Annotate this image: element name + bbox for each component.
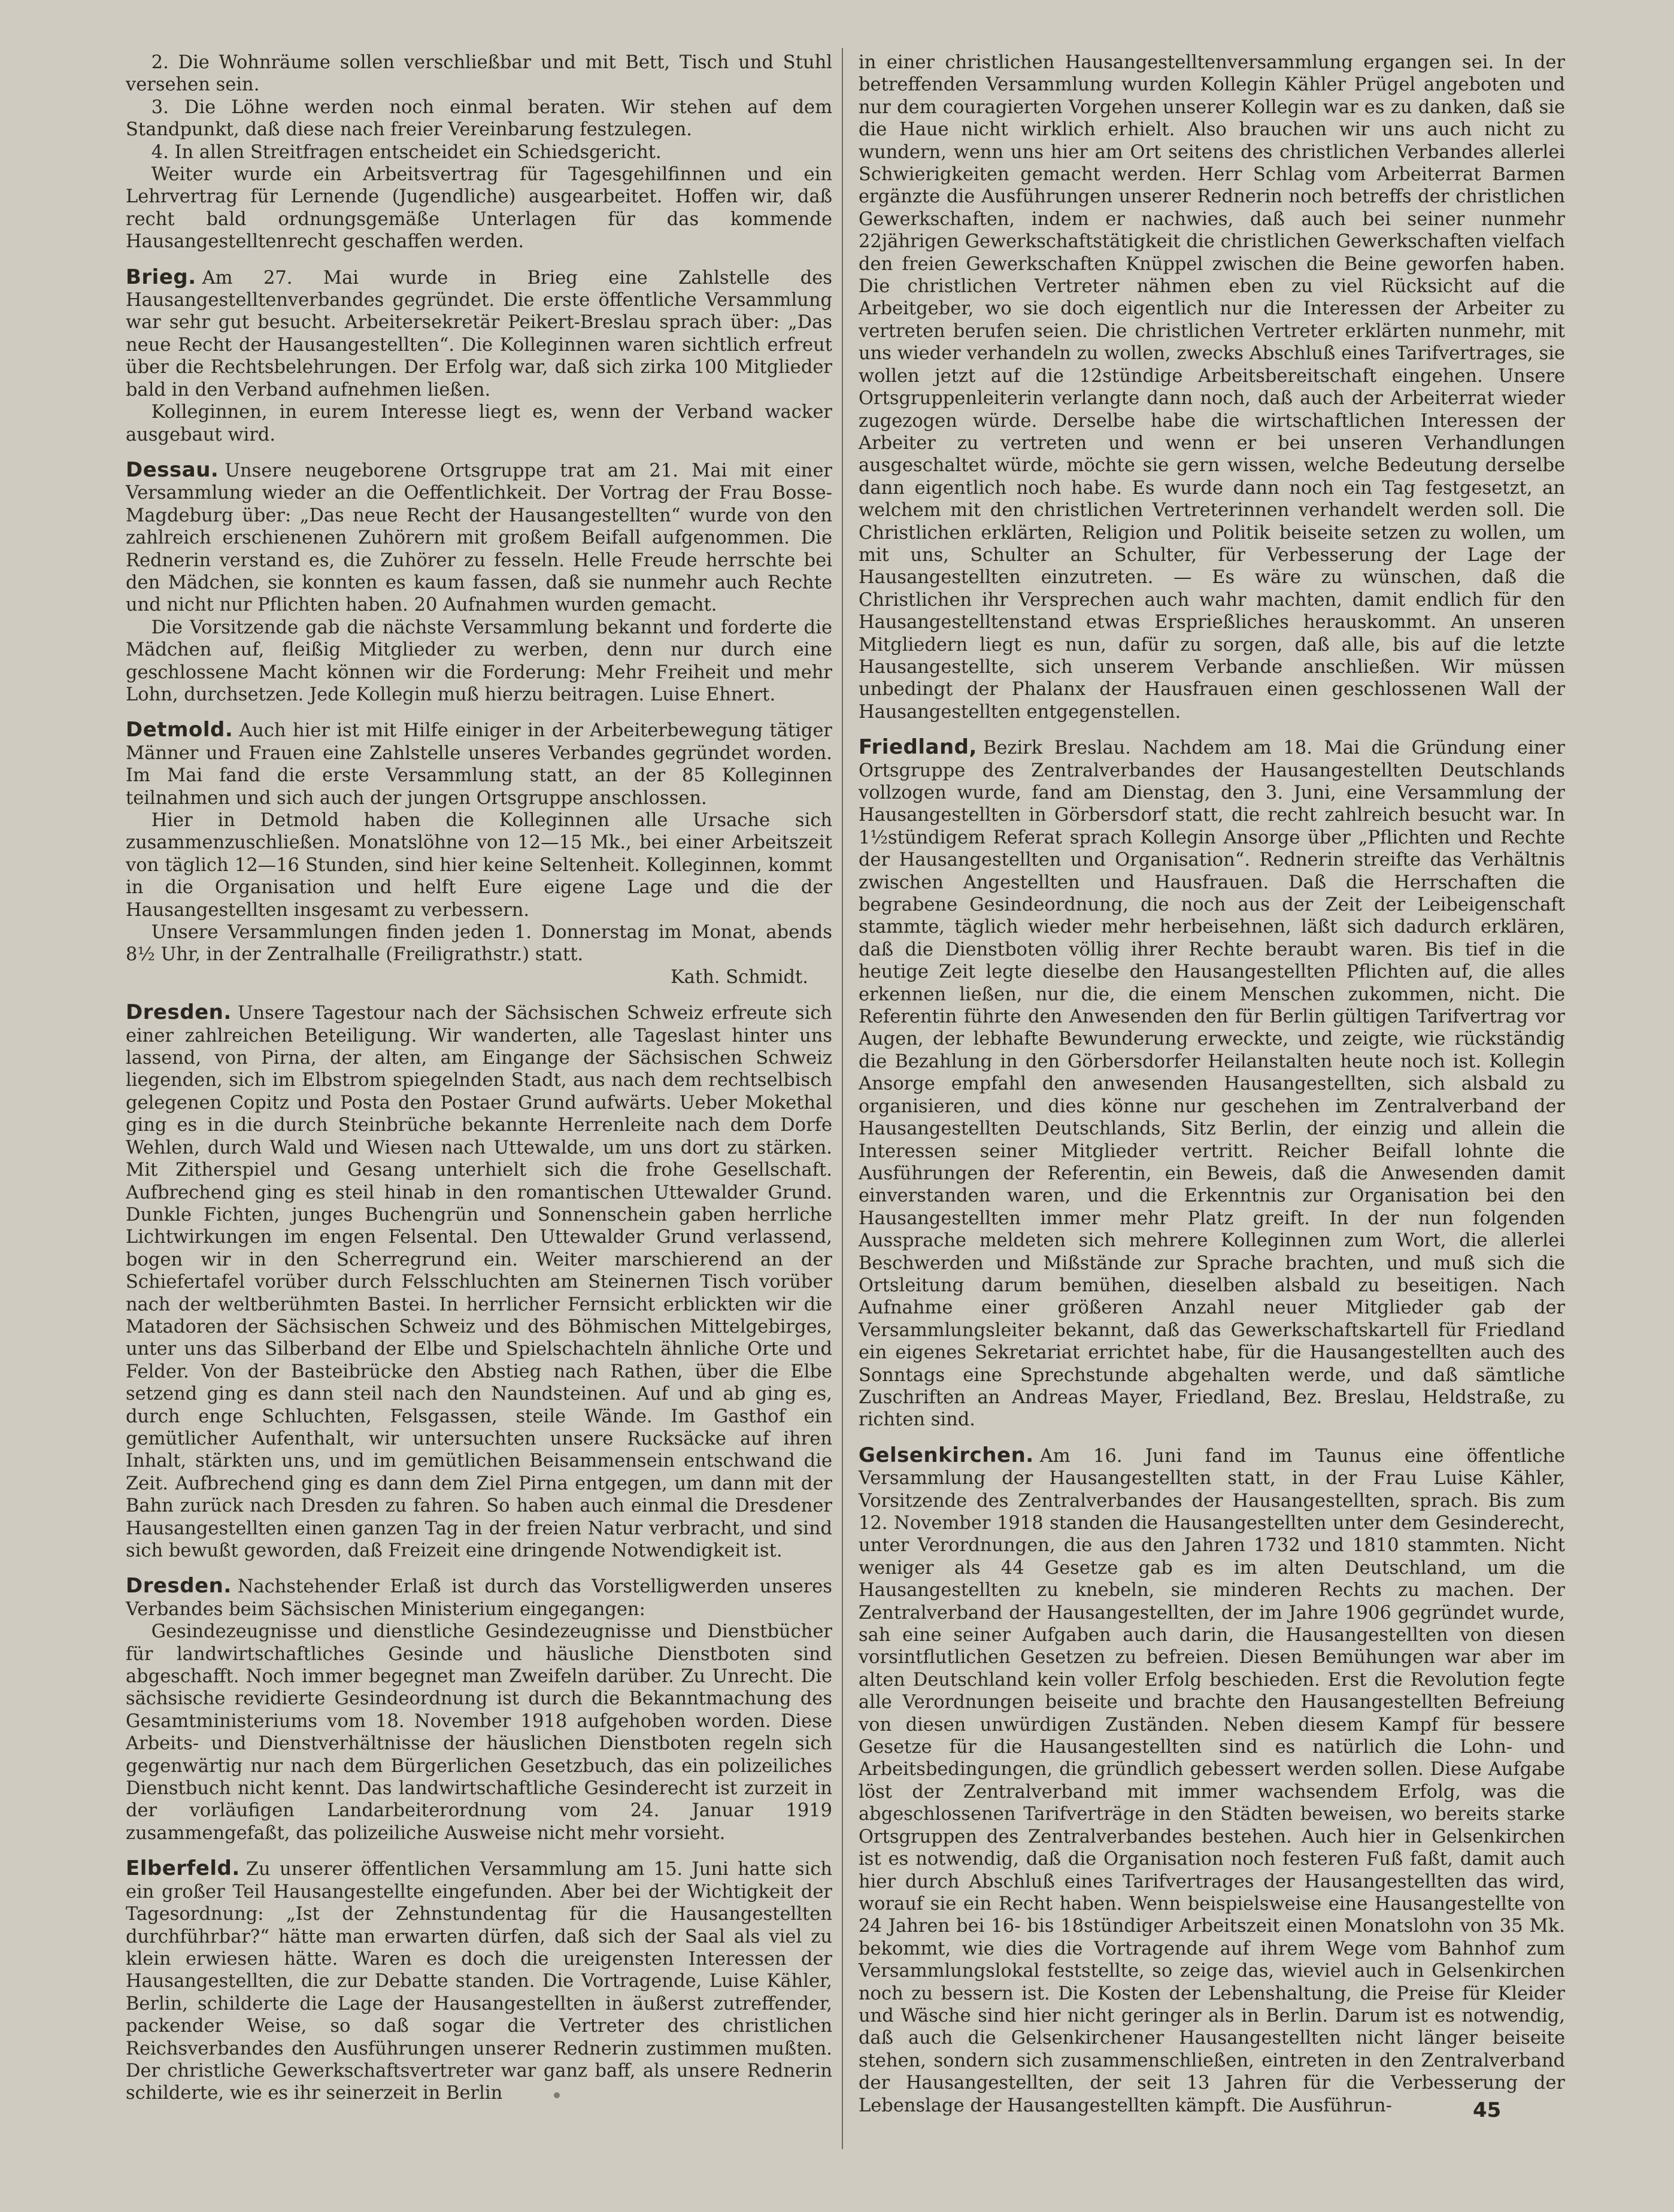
article-elberfeld — [126, 1858, 832, 2104]
article-heading: Dessau. — [126, 457, 219, 482]
paragraph: Unsere Versammlungen finden jeden 1. Donnerstag im Monat, abends 8½ Uhr, in der Zentralhalle (Freiligrathstr.) statt. — [126, 922, 832, 966]
paragraph-continued: in einer christlichen Hausangestelltenversammlung ergangen sei. In der betreffenden Versammlung wurden Kollegin Kähler Prügel angeboten und nur dem couragierten Vorgehen unserer Kollegin war es zu danken, daß sie die Haue nicht wirklich erhielt. Also brauchen wir uns auch nicht zu wundern, wenn uns hier am Ort seitens des christlichen Verbandes allerlei Schwierigkeiten gemacht werden. Herr Schlag vom Arbeiterrat Barmen ergänzte die Ausführungen unserer Rednerin noch betreffs der christlichen Gewerkschaften, indem er nachwies, daß auch bei seiner nunmehr 22jährigen Gewerkschaftstätigkeit die christlichen Gewerkschaften vielfach den freien Gewerkschaften Knüppel zwischen die Beine geworfen haben. Die christlichen Vertreter nähmen eben zu viel Rücksicht auf die Arbeitgeber, wo sie doch eigentlich nur die Interessen der Arbeiter zu vertreten berufen seien. Die christlichen Vertreter erklärten nunmehr, mit uns wieder verhandeln zu wollen, zwecks Abschluß eines Tarifvertrages, sie wollen jetzt auf die 12stündige Arbeitsbereitschaft eingehen. Unsere Ortsgruppenleiterin verlangte dann noch, daß auch der Arbeiterrat wieder zugezogen würde. Derselbe habe die wirtschaftlichen Interessen der Arbeiter zu vertreten und wenn er bei unseren Verhandlungen ausgeschaltet würde, möchte sie gern wissen, welche Bedeutung derselbe dann eigentlich noch habe. Es wurde dann noch ein Tag festgesetzt, an welchem mit den christlichen Vertreterinnen verhandelt werden soll. Die Christlichen erklärten, Religion und Politik beiseite setzen zu wollen, um mit uns, Schulter an Schulter, für Verbesserung der Lage der Hausangestellten einzutreten. — Es wäre zu wünschen, daß die Christlichen ihr Versprechen auch wahr machten, damit endlich für den Hausangestelltenstand etwas Ersprießliches herauskommt. An unseren Mitgliedern liegt es nun, dafür zu sorgen, daß alle, bis auf die letzte Hausangestellte, sich unserem Verbande anschließen. Wir müssen unbedingt der Phalanx der Hausfrauen einen geschlossenen Wall der Hausangestellten entgegenstellen. — [859, 52, 1565, 723]
article-gelsenkirchen — [859, 1445, 1565, 2117]
left-column — [126, 51, 832, 2105]
article-dresden-tour — [126, 1002, 832, 1562]
page-number: 45 — [1473, 2098, 1502, 2122]
paragraph: Am 27. Mai wurde in Brieg eine Zahlstelle des Hausangestelltenverbandes gegründet. Die erste öffentliche Versammlung war sehr gut besucht. Arbeitersekretär Peikert-Breslau sprach über: „Das neue Recht der Hausangestellten“. Die Kolleginnen waren sichtlich erfreut über die Rechtsbelehrungen. Der Erfolg war, daß sich zirka 100 Mitglieder bald in den Verband aufnehmen ließen. — [126, 267, 832, 400]
list-item: 2. Die Wohnräume sollen verschließbar und mit Bett, Tisch und Stuhl versehen sein. — [126, 52, 832, 96]
paragraph: Am 16. Juni fand im Taunus eine öffentliche Versammlung der Hausangestellten statt, in der Frau Luise Kähler, Vorsitzende des Zentralverbandes der Hausangestellten, sprach. Bis zum 12. November 1918 standen die Hausangestellten unter dem Gesinderecht, unter Verordnungen, die aus den Jahren 1732 und 1810 stammten. Nicht weniger als 44 Gesetze gab es im alten Deutschland, um die Hausangestellten zu knebeln, sie minderen Rechts zu machen. Der Zentralverband der Hausangestellten, der im Jahre 1906 gegründet wurde, sah eine seiner Aufgaben auch darin, die Hausangestellten von diesen vorsintflutlichen Gesetzen zu befreien. Diesen Bemühungen war aber im alten Deutschland kein voller Erfolg beschieden. Erst die Revolution fegte alle Verordnungen beiseite und brachte den Hausangestellten Befreiung von diesen unwürdigen Zuständen. Neben diesem Kampf für bessere Gesetze für die Hausangestellten sind es natürlich die Lohn- und Arbeitsbedingungen, die gründlich gebessert werden sollen. Diese Aufgabe löst der Zentralverband mit immer wachsendem Erfolg, was die abgeschlossenen Tarifverträge in den Städten beweisen, wo bereits starke Ortsgruppen des Zentralverbandes bestehen. Auch hier in Gelsenkirchen ist es notwendig, daß die Organisation noch festeren Fuß faßt, damit auch hier durch Abschluß eines Tarifvertrages der Hausangestellten das wird, worauf sie ein Recht haben. Wenn beispielsweise eine Hausangestellte von 24 Jahren bei 16- bis 18stündiger Arbeitszeit einen Monatslohn von 35 Mk. bekommt, wie dies die Vortragende auf ihrem Wege vom Bahnhof zum Versammlungslokal feststellte, so zeige das, wieviel auch in Gelsenkirchen noch zu bessern ist. Die Kosten der Lebenshaltung, die Preise für Kleider und Wäsche sind hier nicht geringer als in Berlin. Darum ist es notwendig, daß auch die Gelsenkirchener Hausangestellten nicht länger beiseite stehen, sondern sich zusammenschließen, eintreten in den Zentralverband der Hausangestellten, der seit 13 Jahren für die Verbesserung der Lebenslage der Hausangestellten kämpft. Die Ausführun- — [859, 1445, 1565, 2116]
paragraph: Auch hier ist mit Hilfe einiger in der Arbeiterbewegung tätiger Männer und Frauen eine Zahlstelle unseres Verbandes gegründet worden. Im Mai fand die erste Versammlung statt, an der 85 Kolleginnen teilnahmen und sich auch der jungen Ortsgruppe anschlossen. — [126, 720, 832, 809]
article-brieg — [126, 266, 832, 446]
signature: Kath. Schmidt. — [670, 966, 808, 988]
paragraph: Nachstehender Erlaß ist durch das Vorstelligwerden unseres Verbandes beim Sächsischen Ministerium eingegangen: — [126, 1576, 832, 1620]
paragraph: Kolleginnen, in eurem Interesse liegt es, wenn der Verband wacker ausgebaut wird. — [126, 402, 832, 445]
article-heading: Friedland, — [859, 735, 977, 760]
paragraph: Bezirk Breslau. Nachdem am 18. Mai die Gründung einer Ortsgruppe des Zentralverbandes der Hausangestellten Deutschlands vollzogen wurde, fand am Dienstag, den 3. Juni, eine Versammlung der Hausangestellten in Görbersdorf statt, die recht zahlreich besucht war. In 1½stündigem Referat sprach Kollegin Ansorge über „Pflichten und Rechte der Hausangestellten und Organisation“. Rednerin streifte das Verhältnis zwischen Angestellten und Hausfrauen. Daß die Herrschaften die begrabene Gesindeordnung, die noch aus der Zeit der Leibeigenschaft stammte, täglich wieder mehr herbeisehnen, läßt sich dadurch erklären, daß die Dienstboten völlig ihrer Rechte beraubt waren. Bis tief in die heutige Zeit legte dieselbe den Hausangestellten Pflichten auf, die alles erkennen ließen, nur die, die einem Menschen zukommen, nicht. Die Referentin führte den Anwesenden den für Berlin gültigen Tarifvertrag vor Augen, der lebhafte Bewunderung erweckte, und zeigte, wie rückständig die Bezahlung in den Görbersdorfer Heilanstalten heute noch ist. Kollegin Ansorge empfahl den anwesenden Hausangestellten, sich alsbald zu organisieren, und dies könne nur geschehen im Zentralverband der Hausangestellten Deutschlands, Sitz Berlin, der einzig und allein die Interessen seiner Mitglieder vertritt. Reicher Beifall lohnte die Ausführungen der Referentin, ein Beweis, daß die Anwesenden damit einverstanden waren, und die Erkenntnis zur Organisation bei den Hausangestellten immer mehr Platz greift. In der nun folgenden Aussprache meldeten sich mehrere Kolleginnen zum Wort, die allerlei Beschwerden und Mißstände zur Sprache brachten, und muß sich die Ortsleitung darum bemühen, dieselben alsbald zu beseitigen. Nach Aufnahme einer größeren Anzahl neuer Mitglieder gab der Versammlungsleiter bekannt, daß das Gewerkschaftskartell für Friedland ein eigenes Sekretariat errichtet habe, für die Hausangestellten auch des Sonntags eine Sprechstunde abgehalten werde, und daß sämtliche Zuschriften an Andreas Mayer, Friedland, Bez. Breslau, Heldstraße, zu richten sind. — [859, 738, 1565, 1431]
article-dresden-decree — [126, 1575, 832, 1844]
paragraph: Zu unserer öffentlichen Versammlung am 15. Juni hatte sich ein großer Teil Hausangestellte eingefunden. Aber bei der Wichtigkeit der Tagesordnung: „Ist der Zehnstundentag für die Hausangestellten durchführbar?“ hätte man erwarten dürfen, daß sich der Saal als viel zu klein erwiesen hätte. Waren es doch die ureigensten Interessen der Hausangestellten, die zur Debatte standen. Die Vortragende, Luise Kähler, Berlin, schilderte die Lage der Hausangestellten in äußerst zutreffender, packender Weise, so daß sogar die Vertreter des christlichen Reichsverbandes den Ausführungen unserer Rednerin zustimmen mußten. Der christliche Gewerkschaftsvertreter war ganz baff, als unsere Rednerin schilderte, wie es ihr seinerzeit in Berlin — [126, 1859, 832, 2104]
ink-spot — [554, 2092, 560, 2098]
article-heading: Dresden. — [126, 1574, 232, 1598]
list-item: 4. In allen Streitfragen entscheidet ein Schiedsgericht. — [151, 141, 662, 163]
paragraph: Gesindezeugnisse und dienstliche Gesindezeugnisse und Dienstbücher für landwirtschaftliches Gesinde und häusliche Dienstboten sind abgeschafft. Noch immer begegnet man Zweifeln darüber. Zu Unrecht. Die sächsische revidierte Gesindeordnung ist durch die Bekanntmachung des Gesamtministeriums vom 18. November 1918 aufgehoben worden. Diese Arbeits- und Dienstverhältnisse der häuslichen Dienstboten regeln sich gegenwärtig nur nach dem Bürgerlichen Gesetzbuch, das ein polizeiliches Dienstbuch nicht kennt. Das landwirtschaftliche Gesinderecht ist zurzeit in der vorläufigen Landarbeiterordnung vom 24. Januar 1919 zusammengefaßt, das polizeiliche Ausweise nicht mehr vorsieht. — [126, 1621, 832, 1844]
column-divider — [842, 48, 843, 2149]
article-heading: Detmold. — [126, 718, 233, 742]
article-friedland — [859, 736, 1565, 1431]
paragraph: Unsere neugeborene Ortsgruppe trat am 21. Mai mit einer Versammlung wieder an die Oeffentlichkeit. Der Vortrag der Frau Bosse-Magdeburg über: „Das neue Recht der Hausangestellten“ wurde von den zahlreich erschienenen Zuhörern mit großem Beifall aufgenommen. Die Rednerin verstand es, die Zuhörer zu fesseln. Helle Freude herrschte bei den Mädchen, sie konnten es kaum fassen, daß sie nunmehr auch Rechte und nicht nur Pflichten haben. 20 Aufnahmen wurden gemacht. — [126, 460, 832, 616]
article-heading: Dresden. — [126, 1000, 232, 1025]
paragraph: Unsere Tagestour nach der Sächsischen Schweiz erfreute sich einer zahlreichen Beteiligung. Wir wanderten, alle Tageslast hinter uns lassend, von Pirna, der alten, am Eingange der Sächsischen Schweiz liegenden, sich im Elbstrom spiegelnden Stadt, aus nach dem rechtselbisch gelegenen Copitz und Posta den Postaer Grund aufwärts. Ueber Mokethal ging es in die durch Steinbrüche bekannte Herrenleite nach dem Dorfe Wehlen, durch Wald und Wiesen nach Uttewalde, um uns dort zu stärken. Mit Zitherspiel und Gesang unterhielt sich die frohe Gesellschaft. Aufbrechend ging es steil hinab in den romantischen Uttewalder Grund. Dunkle Fichten, junges Buchengrün und Sonnenschein gaben herrliche Lichtwirkungen im engen Felsental. Den Uttewalder Grund verlassend, bogen wir in den Scherregrund ein. Weiter marschierend an der Schiefertafel vorüber durch Felsschluchten am Steinernen Tisch vorüber nach der weltberühmten Bastei. In herrlicher Fernsicht erblickten wir die Matadoren der Sächsischen Schweiz und des Böhmischen Mittelgebirges, unter uns das Silberband der Elbe und Spielschachteln ähnliche Orte und Felder. Von der Basteibrücke den Abstieg nach Rathen, über die Elbe setzend ging es dann steil nach den Naundsteinen. Auf und ab ging es, durch enge Schluchten, Felsgassen, steile Wände. Im Gasthof ein gemütlicher Aufenthalt, wir untersuchten unsere Rucksäcke auf ihren Inhalt, stärkten uns, und im gemütlichen Beisammensein entschwand die Zeit. Aufbrechend ging es dann dem Ziel Pirna entgegen, um dann mit der Bahn zurück nach Dresden zu fahren. So haben auch einmal die Dresdener Hausangestellten einen ganzen Tag in der freien Natur verbracht, und sind sich bewußt geworden, daß Freizeit eine dringende Notwendigkeit ist. — [126, 1003, 832, 1561]
article-detmold — [126, 719, 832, 988]
list-item: 3. Die Löhne werden noch einmal beraten. Wir stehen auf dem Standpunkt, daß diese nach freier Vereinbarung festzulegen. — [126, 96, 832, 141]
paragraph: Die Vorsitzende gab die nächste Versammlung bekannt und forderte die Mädchen auf, fleißig Mitglieder zu werben, denn nur durch eine geschlossene Macht können wir die Forderung: Mehr Freiheit und mehr Lohn, durchsetzen. Jede Kollegin muß hierzu beitragen. Luise Ehnert. — [126, 617, 832, 705]
article-dessau — [126, 459, 832, 706]
paragraph: Hier in Detmold haben die Kolleginnen alle Ursache sich zusammenzuschließen. Monatslöhne von 12—15 Mk., bei einer Arbeitszeit von täglich 12—16 Stunden, sind hier keine Seltenheit. Kolleginnen, kommt in die Organisation und helft Eure eigene Lage und die der Hausangestellten insgesamt zu verbessern. — [126, 810, 832, 921]
article-heading: Elberfeld. — [126, 1856, 240, 1881]
article-heading: Brieg. — [126, 265, 196, 289]
article-heading: Gelsenkirchen. — [859, 1443, 1034, 1467]
paragraph: Weiter wurde ein Arbeitsvertrag für Tagesgehilfinnen und ein Lehrvertrag für Lernende (Jugendliche) ausgearbeitet. Hoffen wir, daß recht bald ordnungsgemäße Unterlagen für das kommende Hausangestelltenrecht geschaffen werden. — [126, 164, 832, 253]
right-column — [859, 51, 1565, 2117]
